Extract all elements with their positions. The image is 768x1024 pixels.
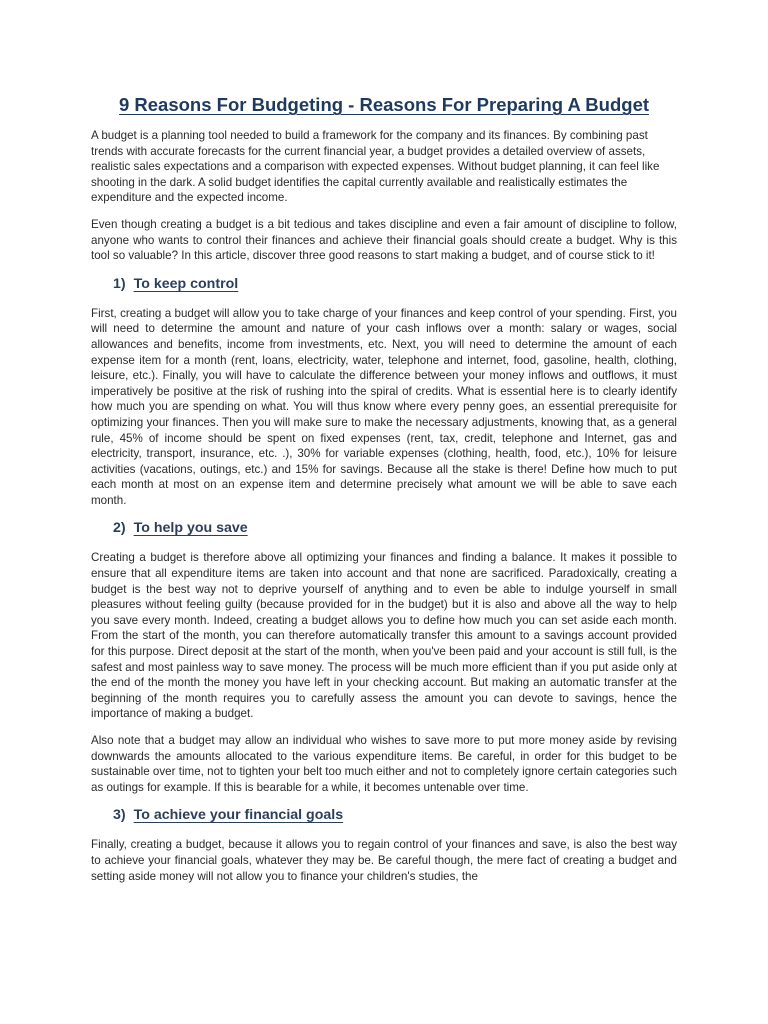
intro-paragraph-1: A budget is a planning tool needed to build a framework for the company and its finances. By combining past trends with accurate forecasts for the current financial year, a budget provides a detailed overview of assets, realistic sales expectations and a comparison with expected expenses. Without budget planning, it can feel like shooting in the dark. A solid budget identifies the capital currently available and realistically estimates the expenditure and the expected income. (91, 129, 660, 205)
section-2-paragraph-1: Creating a budget is therefore above all optimizing your finances and finding a balance. It makes it possible to ensure that all expenditure items are taken into account and that none are sacrificed. Paradoxically, creating a budget is the best way not to deprive yourself of anything and to even be able to indulge yourself in small pleasures without feeling guilty (because provided for in the budget) but it is also and above all the way to help you save every month. Indeed, creating a budget allows you to define how much you can set aside each month. From the start of the month, you can therefore automatically transfer this amount to a savings account provided for this purpose. Direct deposit at the start of the month, when you've been paid and your account is still full, is the safest and most painless way to save money. The process will be much more efficient than if you put aside only at the end of the month the money you have left in your checking account. But making an automatic transfer at the beginning of the month requires you to carefully assess the amount you can devote to savings, hence the importance of making a budget. (91, 551, 677, 721)
document-title: 9 Reasons For Budgeting - Reasons For Preparing A Budget (118, 94, 650, 115)
intro-paragraph-2: Even though creating a budget is a bit tedious and takes discipline and even a fair amount of discipline to follow, anyone who wants to control their finances and achieve their financial goals should create a budget. Why is this tool so valuable? In this article, discover three good reasons to start making a budget, and of course stick to it! (91, 217, 677, 263)
section-1-paragraph-1: First, creating a budget will allow you to take charge of your finances and keep control of your spending. First, you will need to determine the amount and nature of your cash inflows over a month: salary or wages, social allowances and benefits, income from investments, etc. Next, you will need to determine the amount of each expense item for a month (rent, loans, electricity, water, telephone and internet, food, gasoline, health, clothing, leisure, etc.). Finally, you will have to calculate the difference between your money inflows and outflows, it must imperatively be positive at the risk of rushing into the spiral of credits. What is essential here is to clearly identify how much you are spending on what. You will thus know where every penny goes, an essential prerequisite for optimizing your finances. Then you will make sure to make the necessary adjustments, knowing that, as a general rule, 45% of income should be spent on fixed expenses (rent, tax, credit, telephone and Internet, gas and electricity, transport, insurance, etc. .), 30% for variable expenses (clothing, health, food, etc.), 10% for leisure activities (vacations, outings, etc.) and 15% for savings. Because all the stake is there! Define how much to put each month at most on an expense item and determine precisely what amount we will be able to save each month. (91, 306, 677, 507)
section-3-paragraph-1: Finally, creating a budget, because it allows you to regain control of your finances and save, is also the best way to achieve your financial goals, whatever they may be. Be careful though, the mere fact of creating a budget and setting aside money will not allow you to finance your children's studies, the (91, 838, 677, 883)
section-heading-help-save (91, 519, 677, 537)
document-content (91, 93, 677, 895)
section-heading-financial-goals (91, 806, 677, 824)
section-number: 1) (113, 275, 126, 292)
section-number: 3) (113, 807, 126, 824)
section-heading-keep-control (91, 275, 677, 293)
section-title: To help you save (133, 520, 248, 537)
section-title: To achieve your financial goals (133, 807, 344, 824)
section-title: To keep control (133, 275, 239, 292)
section-number: 2) (113, 520, 126, 537)
section-2-paragraph-2: Also note that a budget may allow an individual who wishes to save more to put more money aside by revising downwards the amounts allocated to the various expenditure items. Be careful, in order for this budget to be sustainable over time, not to tighten your belt too much either and not to completely ignore certain categories such as outings for example. If this is bearable for a while, it becomes untenable over time. (91, 734, 677, 794)
